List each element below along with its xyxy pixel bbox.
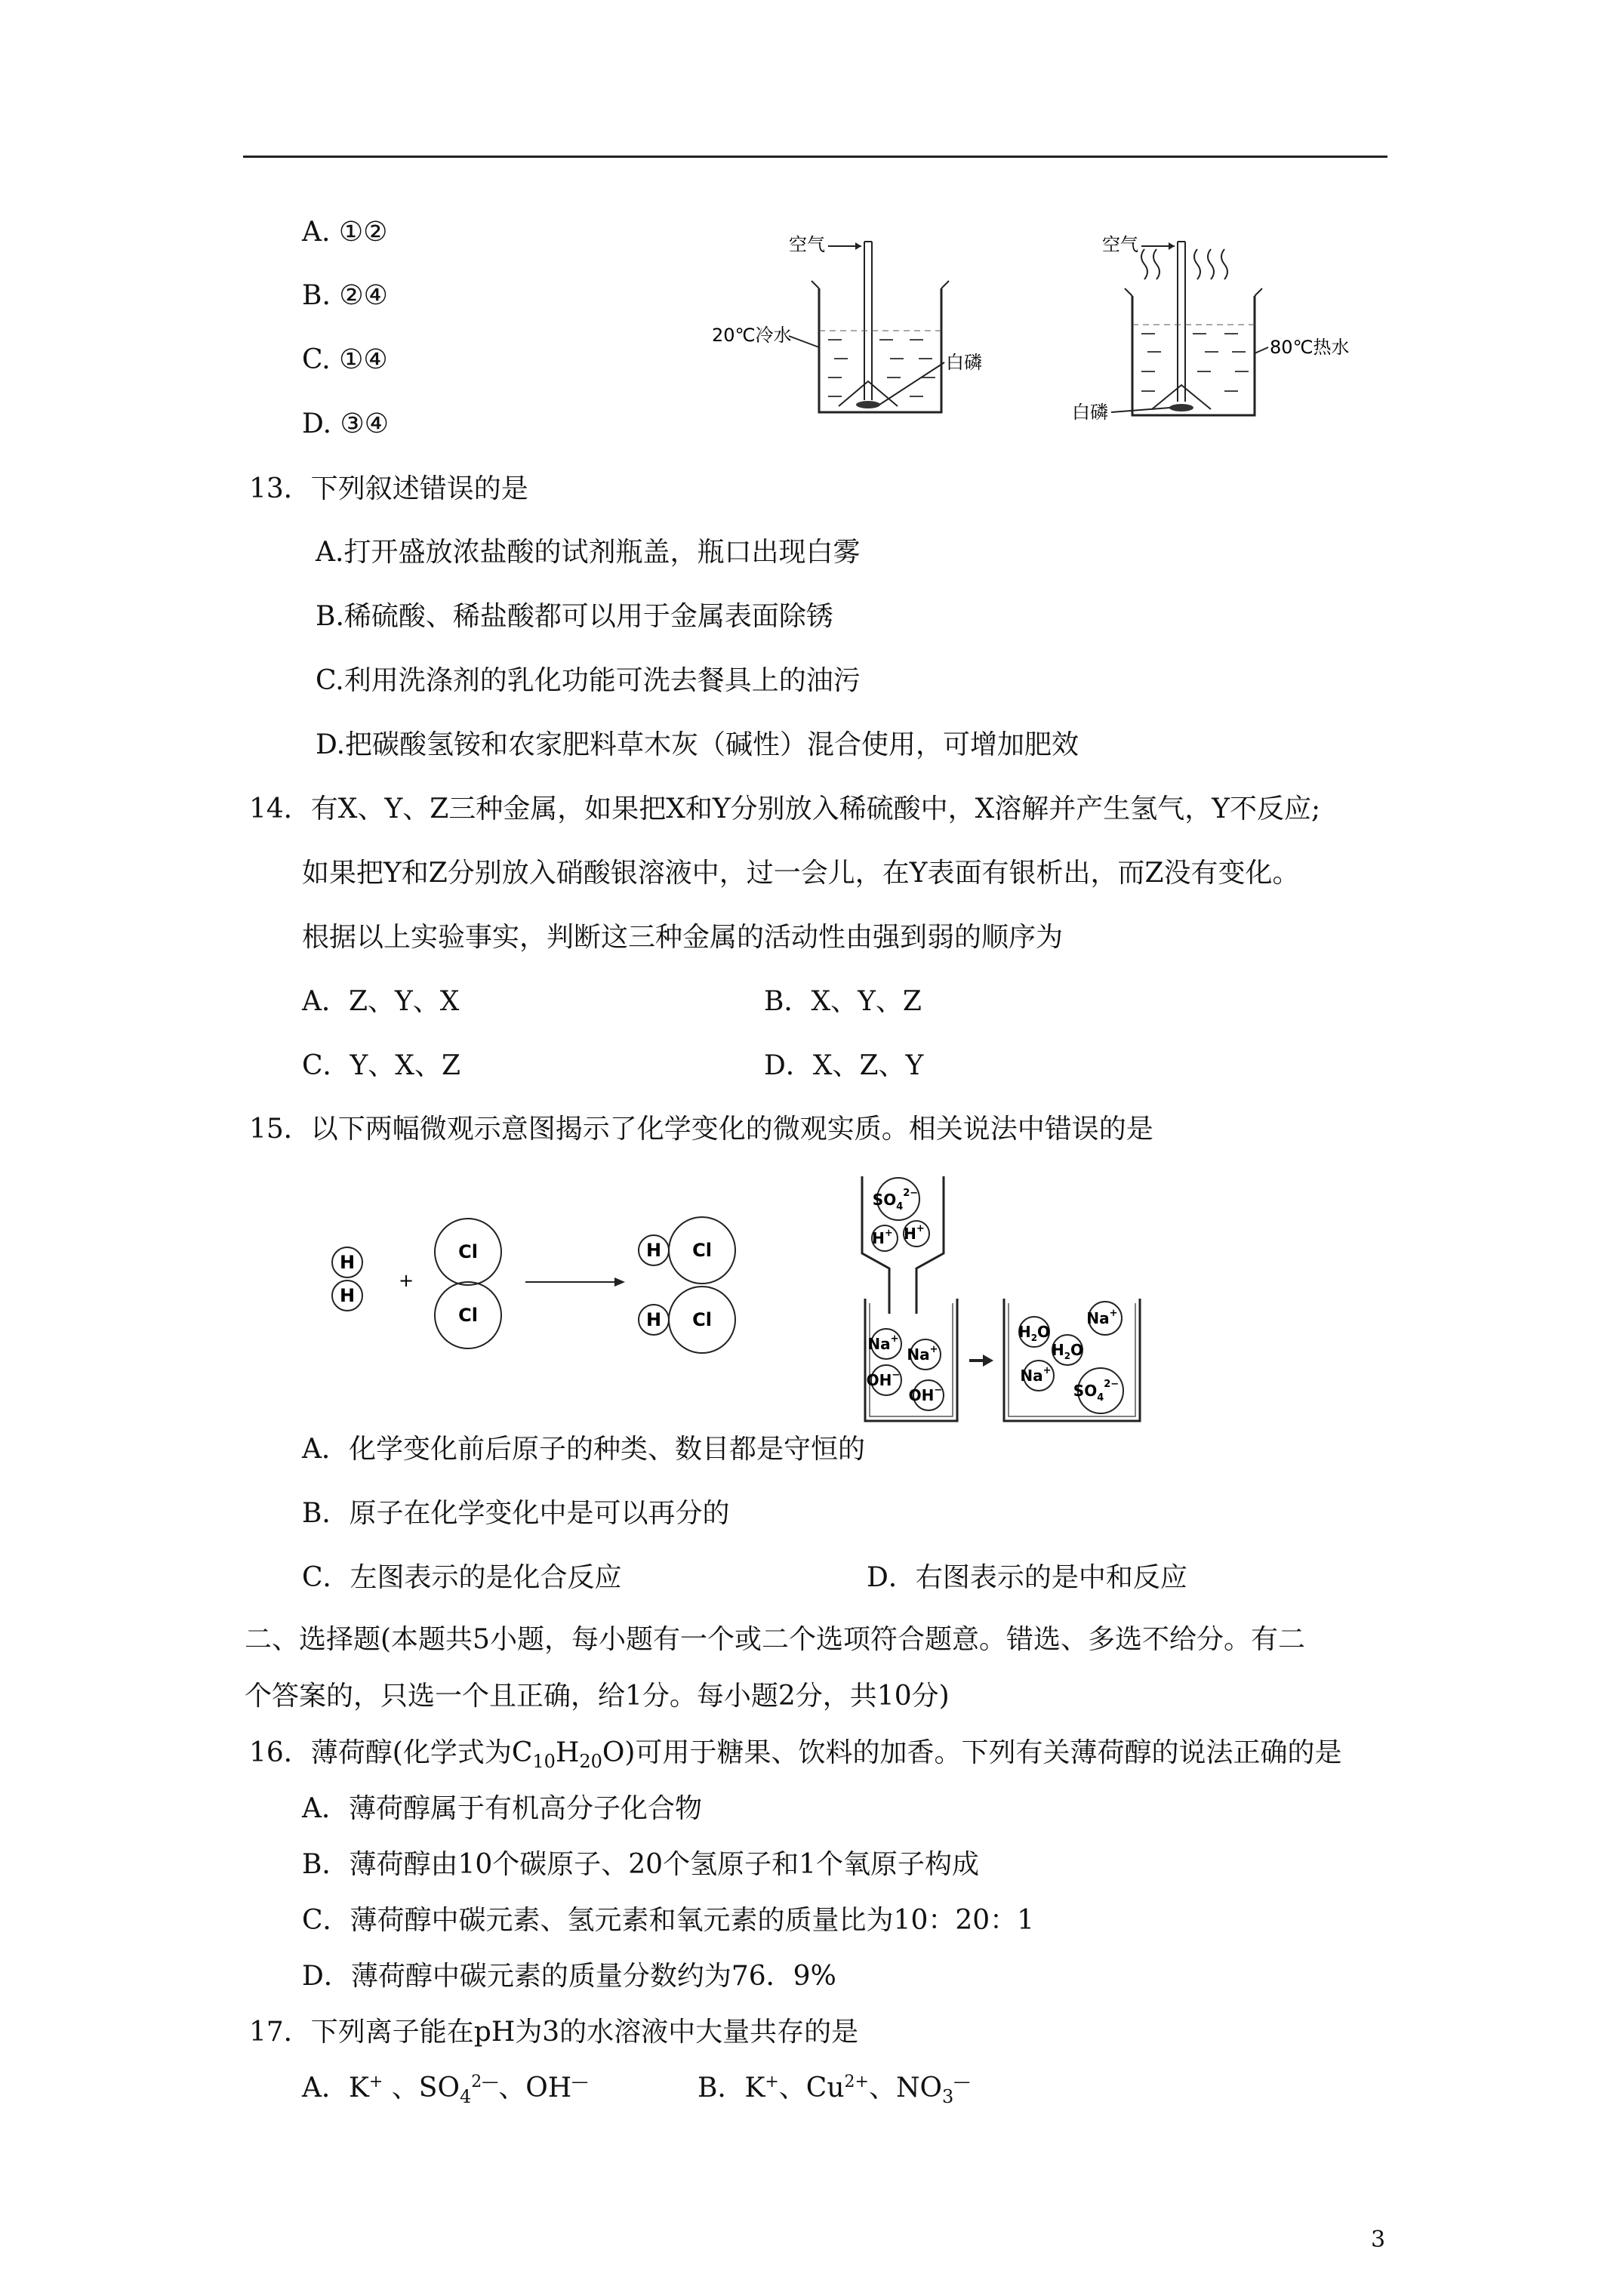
svg-text:OH−: OH− <box>908 1385 943 1404</box>
header-rule <box>243 156 1387 158</box>
q12-option-c: C. ①④ <box>302 344 388 375</box>
q16-option-a: A．薄荷醇属于有机高分子化合物 <box>302 1793 702 1824</box>
h2-cl2-reaction-figure <box>317 1208 785 1362</box>
q14-option-a: A．Z、Y、X <box>302 986 460 1017</box>
white-phosphorus-label: 白磷 <box>946 352 982 373</box>
q17-stem: 17．下列离子能在pH为3的水溶液中大量共存的是 <box>249 2017 859 2048</box>
beaker-hot-water-figure <box>1057 227 1389 433</box>
air-label: 空气 <box>789 234 825 255</box>
section-2-header-line-1: 二、选择题(本题共5小题，每小题有一个或二个选项符合题意。错选、多选不给分。有二 <box>245 1624 1305 1655</box>
white-phosphorus-label: 白磷 <box>1072 402 1108 423</box>
svg-text:Na+: Na+ <box>867 1333 899 1353</box>
q15-option-c: C．左图表示的是化合反应 <box>302 1562 622 1593</box>
svg-text:SO42−: $SO_4^{2-}$ <box>1073 1379 1119 1404</box>
section-2-header-line-2: 个答案的，只选一个且正确，给1分。每小题2分，共10分) <box>245 1681 950 1712</box>
q14-stem-line-2: 如果把Y和Z分别放入硝酸银溶液中，过一会儿，在Y表面有银析出，而Z没有变化。 <box>302 858 1300 889</box>
q17-option-a: A．K+ 、$SO_4^{2—}$、OH— <box>302 2073 589 2108</box>
svg-text:H+: H+ <box>872 1228 893 1247</box>
q15-option-a: A．化学变化前后原子的种类、数目都是守恒的 <box>302 1434 865 1465</box>
q15-option-d: D．右图表示的是中和反应 <box>867 1562 1187 1593</box>
q13-option-b: B.稀硫酸、稀盐酸都可以用于金属表面除锈 <box>316 601 833 632</box>
q12-option-a: A. ①② <box>302 217 388 248</box>
h-atom-label: H <box>339 1285 356 1306</box>
q14-option-b: B．X、Y、Z <box>764 986 922 1017</box>
q14-stem-line-1: 14．有X、Y、Z三种金属，如果把X和Y分别放入稀硫酸中，X溶解并产生氢气，Y不反应; <box>249 794 1321 824</box>
svg-text:OH−: OH− <box>866 1370 901 1389</box>
q16-option-b: B．薄荷醇由10个碳原子、20个氢原子和1个氧原子构成 <box>302 1849 979 1880</box>
neutralization-figure <box>859 1170 1146 1430</box>
svg-text:H2O: $H_2O$ <box>1051 1341 1084 1361</box>
svg-text:Na+: Na+ <box>1020 1365 1052 1385</box>
cl-atom-label: Cl <box>458 1305 478 1326</box>
q16-option-d: D．薄荷醇中碳元素的质量分数约为76．9% <box>302 1961 836 1992</box>
svg-text:H+: H+ <box>904 1223 925 1243</box>
q14-stem-line-3: 根据以上实验事实，判断这三种金属的活动性由强到弱的顺序为 <box>302 922 1064 953</box>
svg-text:Na+: Na+ <box>907 1344 938 1364</box>
q12-option-b: B. ②④ <box>302 280 388 311</box>
cl-atom-label: Cl <box>458 1241 478 1262</box>
h-atom-label: H <box>339 1252 356 1273</box>
q14-option-c: C．Y、X、Z <box>302 1050 460 1081</box>
cold-water-label: 20℃冷水 <box>712 325 792 346</box>
q14-option-d: D．X、Z、Y <box>764 1050 924 1081</box>
svg-text:H2O: $H_2O$ <box>1018 1323 1051 1343</box>
q16-stem: 16．薄荷醇(化学式为$C_{10}H_{20}O$)可用于糖果、饮料的加香。下列有关薄荷醇的说法正确的是 <box>249 1737 1342 1773</box>
q15-option-b: B．原子在化学变化中是可以再分的 <box>302 1498 730 1529</box>
cl-atom-label: Cl <box>692 1309 712 1330</box>
h-atom-label: H <box>645 1240 662 1261</box>
q13-stem: 13．下列叙述错误的是 <box>249 473 528 504</box>
page-number: 3 <box>1371 2227 1386 2253</box>
svg-text:SO42−: $SO_4^{2-}$ <box>872 1188 919 1213</box>
air-label: 空气 <box>1102 234 1138 255</box>
hot-water-label: 80℃热水 <box>1270 337 1350 358</box>
q13-option-d: D.把碳酸氢铵和农家肥料草木灰（碱性）混合使用，可增加肥效 <box>316 729 1079 760</box>
q13-option-c: C.利用洗涤剂的乳化功能可洗去餐具上的油污 <box>316 665 861 696</box>
h-atom-label: H <box>645 1309 662 1330</box>
q15-stem: 15．以下两幅微观示意图揭示了化学变化的微观实质。相关说法中错误的是 <box>249 1114 1153 1145</box>
plus-sign: + <box>398 1270 414 1291</box>
q12-option-d: D. ③④ <box>302 408 390 439</box>
svg-text:Na+: Na+ <box>1086 1308 1118 1327</box>
q17-option-b: B．K+、$Cu^{2+}$、$NO_3^—$ <box>698 2073 971 2108</box>
beaker-cold-water-figure <box>706 227 982 426</box>
q16-option-c: C．薄荷醇中碳元素、氢元素和氧元素的质量比为10：20：1 <box>302 1905 1035 1936</box>
cl-atom-label: Cl <box>692 1240 712 1261</box>
q13-option-a: A.打开盛放浓盐酸的试剂瓶盖，瓶口出现白雾 <box>316 537 861 568</box>
